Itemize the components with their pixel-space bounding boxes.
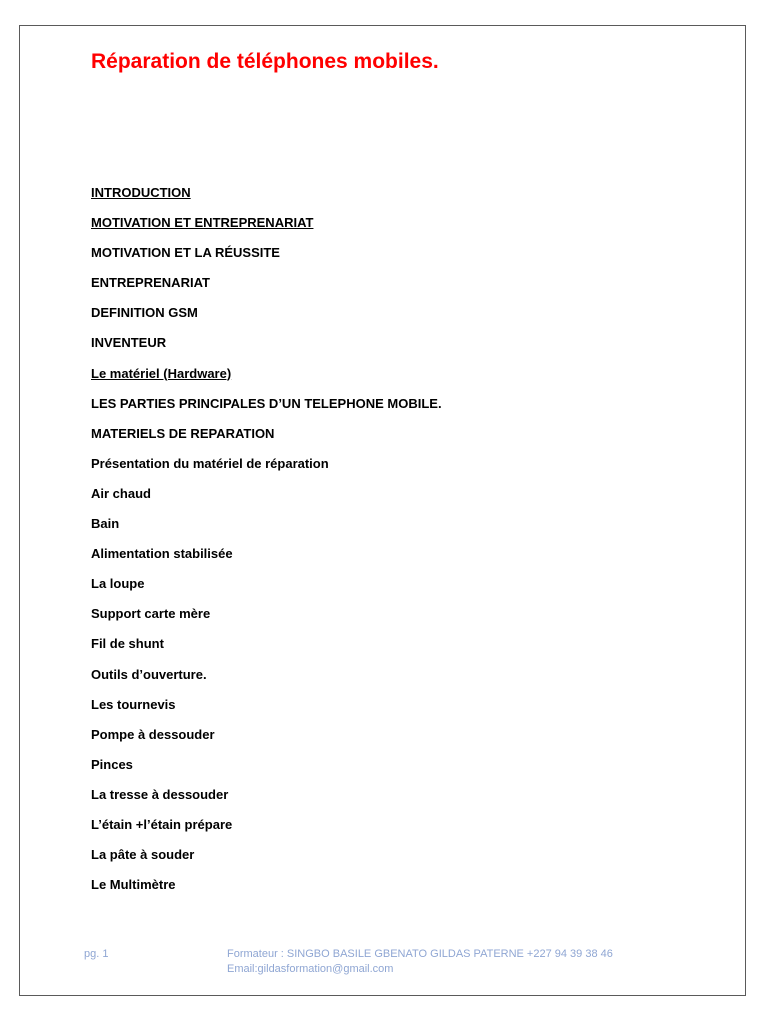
toc-item-label: Bain [91, 516, 120, 532]
toc-item-label: Air chaud [91, 485, 151, 501]
toc-item [91, 457, 442, 487]
toc-item [91, 517, 442, 547]
toc-item-label: MATERIELS DE REPARATION [91, 425, 275, 441]
toc-item-label: INVENTEUR [91, 335, 167, 351]
toc-item [91, 878, 442, 908]
toc-item [91, 397, 442, 427]
toc-item [91, 637, 442, 667]
toc-item-label: Pompe à dessouder [91, 726, 215, 742]
toc-item [91, 427, 442, 457]
toc-item [91, 547, 442, 577]
table-of-contents [91, 186, 442, 908]
toc-item [91, 276, 442, 306]
toc-item [91, 788, 442, 818]
footer-credit [227, 947, 613, 977]
toc-item [91, 367, 442, 397]
document-title: Réparation de téléphones mobiles. [91, 50, 439, 73]
toc-item [91, 186, 442, 216]
toc-item [91, 848, 442, 878]
toc-item-label: Alimentation stabilisée [91, 546, 233, 562]
toc-item [91, 607, 442, 637]
toc-item [91, 698, 442, 728]
toc-item [91, 577, 442, 607]
toc-item-label: MOTIVATION ET ENTREPRENARIAT [91, 215, 314, 231]
toc-item-label: Support carte mère [91, 606, 211, 622]
toc-item [91, 246, 442, 276]
toc-item-label: Les tournevis [91, 696, 176, 712]
toc-item-label: Pinces [91, 756, 133, 772]
toc-item [91, 216, 442, 246]
toc-item-label: MOTIVATION ET LA RÉUSSITE [91, 245, 280, 261]
toc-item-label: L’étain +l’étain prépare [91, 816, 233, 832]
toc-item [91, 758, 442, 788]
footer-trainer-line: Formateur : SINGBO BASILE GBENATO GILDAS PATERNE +227 94 39 38 46 [227, 948, 613, 960]
toc-item [91, 818, 442, 848]
toc-item-label: La tresse à dessouder [91, 786, 229, 802]
toc-item-label: ENTREPRENARIAT [91, 275, 210, 291]
toc-item-label: Fil de shunt [91, 636, 164, 652]
toc-item [91, 336, 442, 366]
toc-item-label: INTRODUCTION [91, 185, 191, 200]
document-page [19, 25, 746, 996]
toc-item [91, 728, 442, 758]
toc-item [91, 668, 442, 698]
toc-item-label: La pâte à souder [91, 847, 195, 863]
toc-item-label: Le Multimètre [91, 877, 176, 893]
toc-item-label: Outils d’ouverture. [91, 666, 207, 682]
toc-item-label: La loupe [91, 576, 145, 592]
toc-item-label: LES PARTIES PRINCIPALES D’UN TELEPHONE MOBILE. [91, 395, 442, 411]
toc-item [91, 306, 442, 336]
toc-item-label: Le matériel (Hardware) [91, 365, 232, 381]
toc-item [91, 487, 442, 517]
toc-item-label: Présentation du matériel de réparation [91, 455, 329, 471]
toc-item-label: DEFINITION GSM [91, 305, 198, 321]
footer-page-number: pg. 1 [84, 948, 109, 960]
footer-email-line: Email:gildasformation@gmail.com [227, 963, 394, 975]
